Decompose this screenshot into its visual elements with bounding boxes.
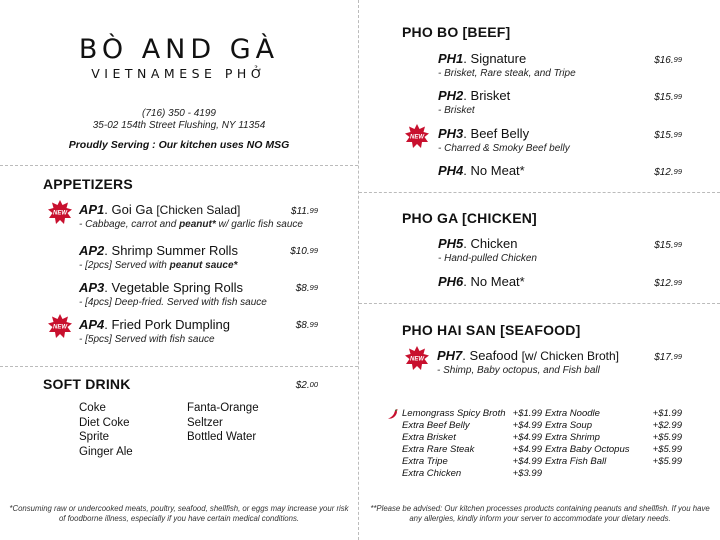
item-price: $11.99 — [290, 206, 318, 217]
extra-price: +$5.99 — [652, 432, 682, 443]
extra-item: Extra Rare Steak — [402, 444, 475, 455]
extras-list — [402, 408, 720, 488]
item-price: $10.99 — [290, 246, 318, 257]
section-divider — [359, 303, 720, 304]
new-badge-icon — [404, 345, 430, 371]
drink-item: Coke — [79, 402, 106, 414]
item-name: Chicken — [470, 236, 518, 251]
menu-item-ph1: PH1. Signature - Brisket, Rare steak, and Tripe — [438, 51, 576, 79]
extra-price: +$1.99 — [652, 408, 682, 419]
section-divider — [359, 192, 720, 193]
item-code: AP1 — [79, 202, 105, 217]
extra-price: +$1.99 — [512, 408, 542, 419]
menu-item-ph2: PH2. Brisket - Brisket — [438, 88, 511, 116]
new-badge-label: NEW — [410, 134, 424, 141]
extra-item: Extra Baby Octopus — [545, 444, 630, 455]
extra-item: Lemongrass Spicy Broth — [402, 408, 506, 419]
item-description: - Shimp, Baby octopus, and Fish ball — [437, 365, 600, 376]
drink-item: Bottled Water — [187, 431, 257, 443]
item-description: - Brisket, Rare steak, and Tripe — [438, 68, 576, 79]
item-price: $12.99 — [654, 278, 682, 289]
menu-item-ph4: PH4. No Meat* — [438, 163, 525, 178]
menu-item-ap1: AP1. Goi Ga [Chicken Salad] - Cabbage, carrot and peanut* w/ garlic fish sauce — [79, 202, 303, 230]
extra-price: +$4.99 — [512, 456, 542, 467]
menu-item-ph3: PH3. Beef Belly - Charred & Smoky Beef belly — [438, 126, 570, 154]
item-description: - Brisket — [438, 105, 475, 116]
extra-price: +$4.99 — [512, 420, 542, 431]
item-price: $8.99 — [295, 320, 318, 331]
section-divider — [0, 366, 358, 367]
extra-price: +$5.99 — [652, 444, 682, 455]
extra-item: Extra Tripe — [402, 456, 448, 467]
item-description: - [5pcs] Served with fish sauce — [79, 334, 215, 345]
item-name: Beef Belly — [470, 126, 530, 141]
menu-item-ph5: PH5. Chicken - Hand-pulled Chicken — [438, 236, 537, 264]
chili-pepper-icon — [387, 408, 399, 420]
item-name: Signature — [470, 51, 527, 66]
item-price: $12.99 — [654, 167, 682, 178]
item-code: AP2 — [79, 243, 105, 258]
item-name: Goi Ga — [111, 202, 153, 217]
item-note: [Chicken Salad] — [156, 203, 241, 217]
allergy-notice: **Please be advised: Our kitchen processes products containing peanuts and shellfish. If you have any allergies, kindly inform your server to accommodate your dietary needs. — [370, 504, 710, 523]
extra-item: Extra Fish Ball — [545, 456, 607, 467]
extra-price: +$5.99 — [652, 456, 682, 467]
extra-item: Extra Beef Belly — [402, 420, 470, 431]
right-panel — [359, 0, 720, 540]
item-name: No Meat* — [470, 163, 525, 178]
item-code: AP3 — [79, 280, 105, 295]
item-name: No Meat* — [470, 274, 525, 289]
extra-item: Extra Shrimp — [545, 432, 600, 443]
item-description: - Hand-pulled Chicken — [438, 253, 537, 264]
new-badge-icon — [47, 199, 73, 225]
menu-item-ap2: AP2. Shrimp Summer Rolls - [2pcs] Served with peanut sauce* — [79, 243, 238, 271]
item-price: $15.99 — [654, 92, 682, 103]
phone-number: (716) 350 - 4199 — [142, 108, 216, 119]
extra-item: Extra Soup — [545, 420, 592, 431]
menu-item-ap4: AP4. Fried Pork Dumpling - [5pcs] Served with fish sauce — [79, 317, 231, 345]
extra-price: +$3.99 — [512, 468, 542, 479]
item-price: $8.99 — [295, 283, 318, 294]
appetizers-title: APPETIZERS — [43, 176, 133, 192]
new-badge-icon — [47, 313, 73, 339]
drink-item: Ginger Ale — [79, 445, 133, 458]
pho-ga-title: PHO GA [CHICKEN] — [402, 210, 537, 226]
menu-item-ph6: PH6. No Meat* — [438, 274, 525, 289]
brand-subtitle: VIETNAMESE PHỞ — [91, 66, 267, 81]
address: 35-02 154th Street Flushing, NY 11354 — [92, 120, 266, 131]
item-description: - Cabbage, carrot and peanut* w/ garlic fish sauce — [79, 219, 303, 230]
raw-food-warning: *Consuming raw or undercooked meats, poultry, seafood, shellfish, or eggs may increase your risk of foodborne illness, especially if you have certain medical conditions. — [9, 504, 349, 523]
brand-name: BÒ AND GÀ — [78, 34, 280, 65]
item-description: - [2pcs] Served with peanut sauce* — [79, 260, 238, 271]
item-code: AP4 — [79, 317, 105, 332]
menu-item-ph7: PH7. Seafood [w/ Chicken Broth] - Shimp, Baby octopus, and Fish ball — [437, 348, 619, 376]
drink-item: Diet Coke — [79, 416, 130, 429]
new-badge-label: NEW — [53, 210, 67, 217]
item-price: $15.99 — [654, 240, 682, 251]
soft-drink-title: SOFT DRINK — [43, 376, 131, 392]
pho-bo-title: PHO BO [BEEF] — [402, 24, 511, 40]
item-name: Vegetable Spring Rolls — [111, 280, 244, 295]
item-name: Fried Pork Dumpling — [111, 317, 231, 332]
item-name: Shrimp Summer Rolls — [111, 243, 238, 258]
item-price: $16.99 — [654, 55, 682, 66]
item-price: $17.99 — [654, 352, 682, 363]
extra-item: Extra Noodle — [545, 408, 600, 419]
menu-item-ap3: AP3. Vegetable Spring Rolls - [4pcs] Deep-fried. Served with fish sauce — [79, 280, 267, 308]
new-badge-label: NEW — [410, 356, 424, 363]
drink-item: Sprite — [79, 431, 110, 443]
item-name: Brisket — [470, 88, 511, 103]
extra-price: +$2.99 — [652, 420, 682, 431]
drink-list-col2 — [187, 401, 259, 445]
extra-item: Extra Chicken — [402, 468, 462, 479]
extra-price: +$4.99 — [512, 444, 542, 455]
drink-item: Seltzer — [187, 416, 223, 429]
section-divider — [0, 165, 358, 166]
item-description: - Charred & Smoky Beef belly — [438, 143, 570, 154]
item-name: Seafood — [469, 348, 518, 363]
item-description: - [4pcs] Deep-fried. Served with fish sauce — [79, 297, 267, 308]
new-badge-label: NEW — [53, 324, 67, 331]
item-price: $15.99 — [654, 130, 682, 141]
extra-price: +$4.99 — [512, 432, 542, 443]
soft-drink-price: $2.00 — [295, 380, 318, 391]
extra-item: Extra Brisket — [402, 432, 456, 443]
drink-item: Fanta-Orange — [187, 402, 259, 414]
left-panel — [0, 0, 358, 540]
drink-list-col1 — [79, 401, 133, 459]
new-badge-icon — [404, 123, 430, 149]
no-msg-statement: Proudly Serving : Our kitchen uses NO MSG — [68, 139, 290, 151]
pho-hai-san-title: PHO HAI SAN [SEAFOOD] — [402, 322, 581, 338]
